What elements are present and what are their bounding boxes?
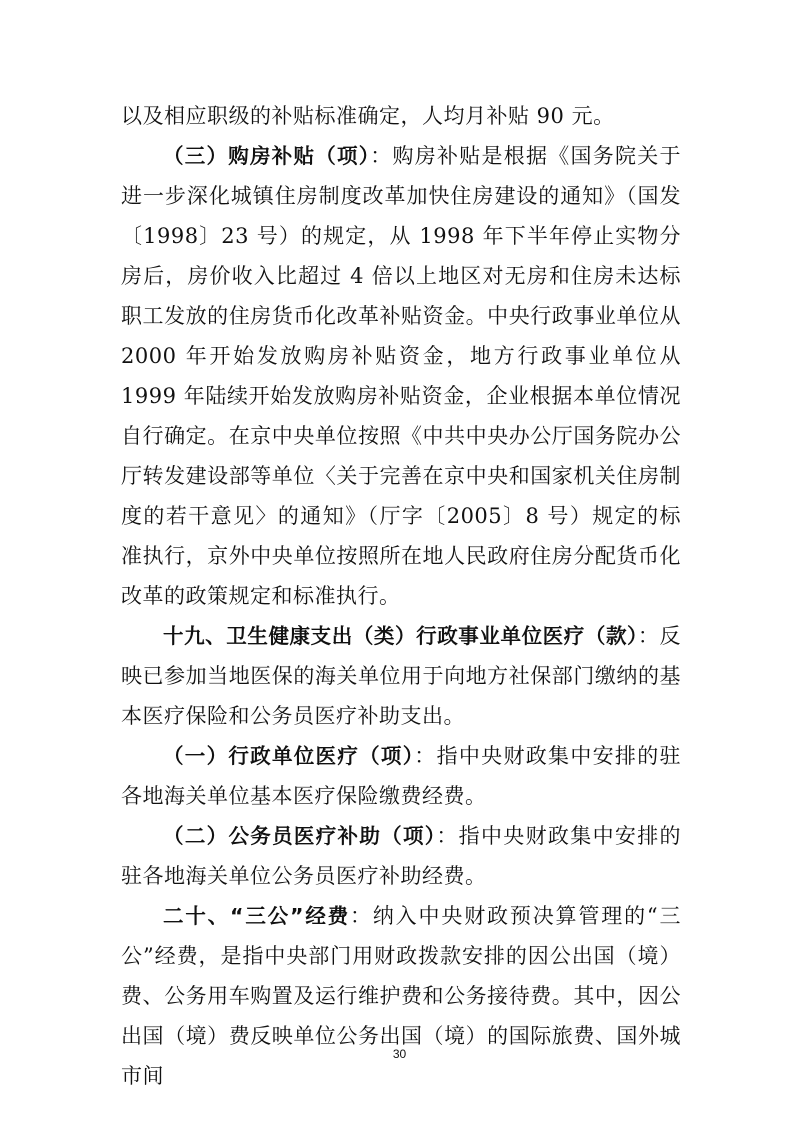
page-number: 30 bbox=[392, 1047, 407, 1061]
paragraph-text: ：购房补贴是根据《国务院关于进一步深化城镇住房制度改革加快住房建设的通知》（国发〔1998〕23 号）的规定，从 1998 年下半年停止实物分房后，房价收入比超过 4 倍以上地区对无房和住房未达标职工发放的住房货币化改革补贴资金。中央行政事业单位从 2000 年开始发放购房补贴资金，地方行政事业单位从 1999 年陆续开始发放购房补贴资金，企业根据本单位情况自行确定。在京中央单位按照《中共中央办公厅国务院办公厅转发建设部等单位〈关于完善在京中央和国家机关住房制度的若干意见〉的通知》（厅字〔2005〕8 号）规定的标准执行，京外中央单位按照所在地人民政府住房分配货币化改革的政策规定和标准执行。 bbox=[121, 144, 681, 608]
paragraph-heading: 二十、“三公”经费 bbox=[163, 904, 350, 928]
paragraph-health-expenditure bbox=[121, 616, 681, 736]
paragraph-text: ：纳入中央财政预决算管理的“三公”经费，是指中央部门用财政拨款安排的因公出国（境）费、公务用车购置及运行维护费和公务接待费。其中，因公出国（境）费反映单位公务出国（境）的国际旅费、国外城市间 bbox=[121, 904, 681, 1088]
paragraph-three-public-expenses bbox=[121, 896, 681, 1096]
paragraph-text: 以及相应职级的补贴标准确定，人均月补贴 90 元。 bbox=[121, 104, 615, 128]
paragraph-heading: （二）公务员医疗补助（项） bbox=[163, 824, 437, 848]
document-body bbox=[121, 96, 681, 1096]
paragraph-text: ：指中央财政集中安排的驻各地海关单位基本医疗保险缴费经费。 bbox=[121, 744, 682, 808]
paragraph-text: ：反映已参加当地医保的海关单位用于向地方社保部门缴纳的基本医疗保险和公务员医疗补助支出。 bbox=[121, 624, 681, 728]
paragraph-admin-medical bbox=[121, 736, 681, 816]
paragraph-heading: 十九、卫生健康支出（类）行政事业单位医疗（款） bbox=[163, 624, 638, 648]
paragraph-heading: （一）行政单位医疗（项） bbox=[163, 744, 415, 768]
paragraph-continuation bbox=[121, 96, 681, 136]
paragraph-housing-subsidy bbox=[121, 136, 681, 616]
paragraph-text: ：指中央财政集中安排的驻各地海关单位公务员医疗补助经费。 bbox=[121, 824, 682, 888]
paragraph-heading: （三）购房补贴（项） bbox=[163, 144, 371, 168]
paragraph-civil-servant-medical bbox=[121, 816, 681, 896]
